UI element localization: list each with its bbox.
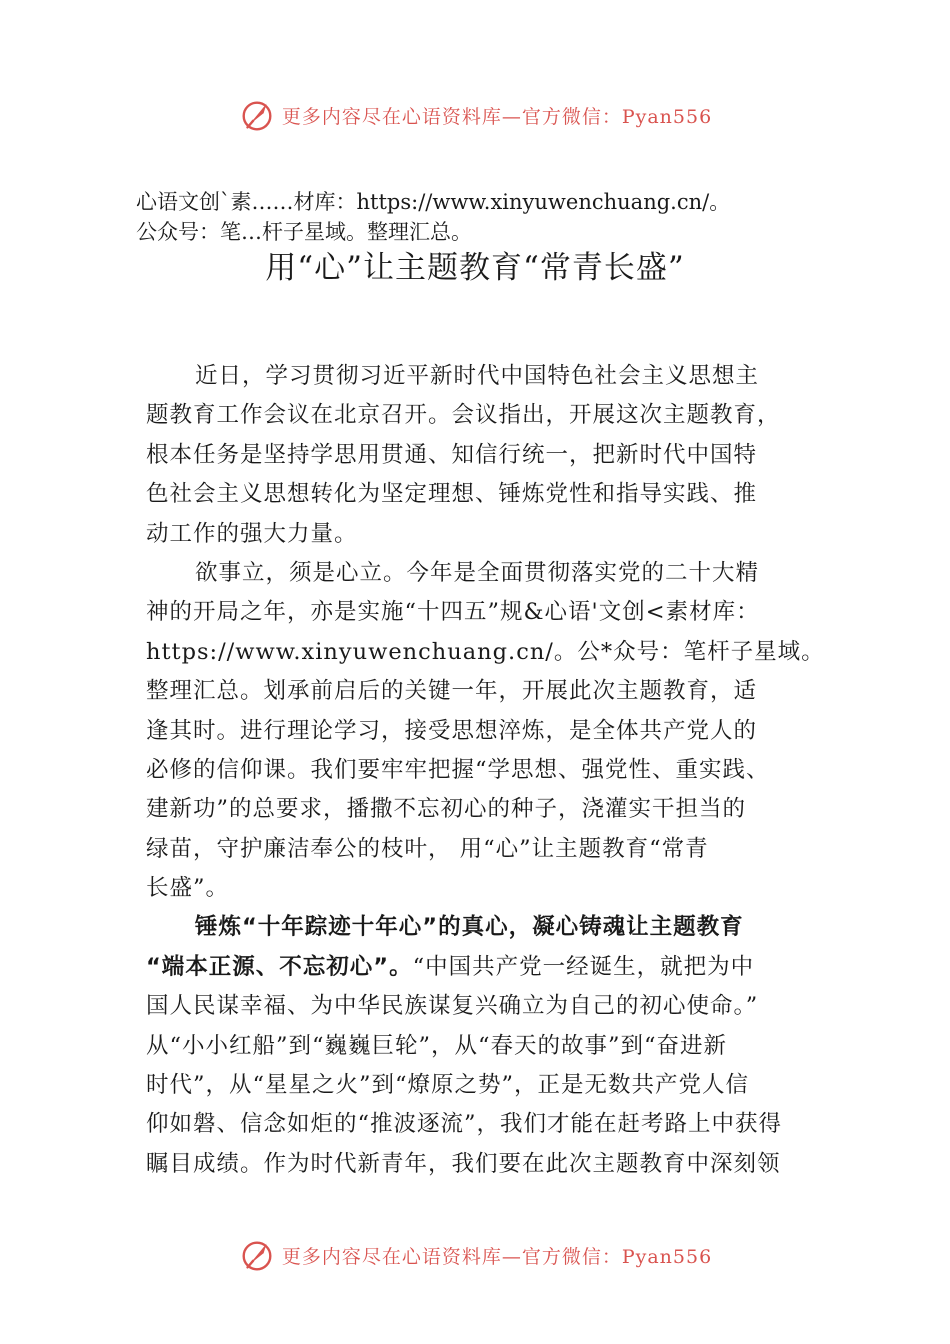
source-header — [136, 187, 836, 247]
paragraph-line: 欲事立，须是心立。今年是全面贯彻落实党的二十大精 — [195, 559, 760, 586]
watermark-banner-bottom — [0, 1233, 950, 1277]
paragraph-line: 动工作的强大力量。 — [146, 520, 358, 547]
paragraph-line: 色社会主义思想转化为坚定理想、锤炼党性和指导实践、推 — [146, 481, 758, 508]
page-title: 用“心”让主题教育“常青长盛” — [265, 250, 685, 286]
article-body — [146, 357, 825, 1184]
paragraph-line: 从“小小红船”到“巍巍巨轮”，从“春天的故事”到“奋进新 — [146, 1032, 728, 1059]
paragraph-line: 瞩目成绩。作为时代新青年，我们要在此次主题教育中深刻领 — [146, 1150, 781, 1177]
mixed-line — [146, 948, 816, 987]
quill-logo-icon — [238, 1236, 276, 1274]
watermark-text: 更多内容尽在心语资料库—官方微信：Pyan556 — [281, 105, 713, 128]
quill-logo-icon — [238, 96, 276, 134]
watermark-text: 更多内容尽在心语资料库—官方微信：Pyan556 — [281, 1245, 713, 1268]
source-line: 公众号：笔…杆子星域。整理汇总。 — [136, 220, 472, 244]
section-heading-line: 锤炼“十年踪迹十年心”的真心，凝心铸魂让主题教育 — [195, 914, 744, 941]
paragraph-line: 根本任务是坚持学思用贯通、知信行统一，把新时代中国特 — [146, 441, 758, 468]
paragraph-line: 绿苗，守护廉洁奉公的枝叶， 用“心”让主题教育“常青 — [146, 835, 709, 862]
paragraph-text: “中国共产党一经诞生，就把为中 — [412, 953, 755, 980]
paragraph-line: 必修的信仰课。我们要牢牢把握“学思想、强党性、重实践、 — [146, 756, 770, 783]
paragraph-line: 神的开局之年，亦是实施“十四五”规&心语'文创<素材库： — [146, 599, 760, 626]
paragraph-line: 时代”，从“星星之火”到“燎原之势”，正是无数共产党人信 — [146, 1072, 750, 1099]
watermark-banner-top — [0, 93, 950, 137]
paragraph-line: 近日，学习贯彻习近平新时代中国特色社会主义思想主 — [195, 363, 760, 389]
paragraph-line: 逢其时。进行理论学习，接受思想淬炼，是全体共产党人的 — [146, 717, 758, 744]
paragraph-line: 仰如磐、信念如炬的“推波逐流”，我们才能在赶考路上中获得 — [146, 1111, 783, 1138]
section-heading-tail: “端本正源、不忘初心”。 — [146, 953, 413, 980]
paragraph-line: 整理汇总。划承前启后的关键一年，开展此次主题教育，适 — [146, 678, 758, 705]
paragraph-line: https://www.xinyuwenchuang.cn/。公*众号：笔杆子星域。 — [146, 638, 825, 665]
paragraph-line: 建新功”的总要求，播撒不忘初心的种子，浇灌实干担当的 — [146, 796, 747, 823]
paragraph-line: 国人民谋幸福、为中华民族谋复兴确立为自己的初心使命。” — [146, 993, 759, 1020]
source-line: 心语文创`素……材库：https://www.xinyuwenchuang.cn/。 — [136, 190, 731, 214]
paragraph-line: 题教育工作会议在北京召开。会议指出，开展这次主题教育， — [146, 402, 781, 429]
paragraph-line: 长盛”。 — [146, 875, 230, 902]
